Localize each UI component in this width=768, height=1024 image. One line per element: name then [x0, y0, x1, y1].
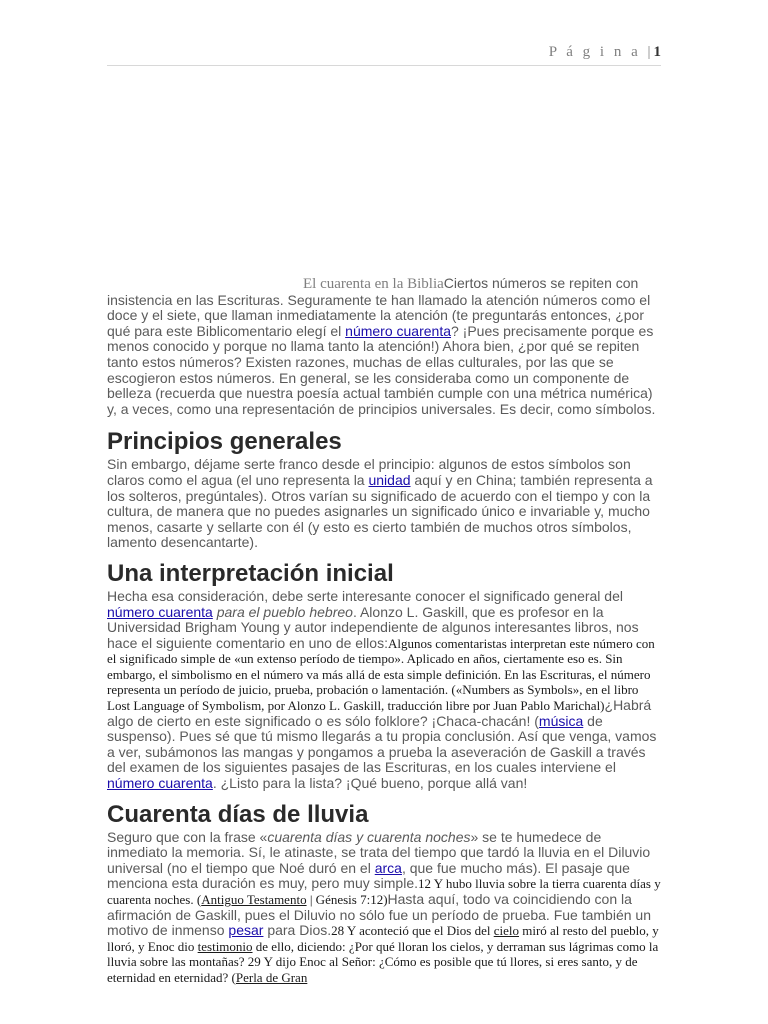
interp-text-4: de suspenso). Pues sé que tú mismo llegarás a tu propia conclusión. Así que venga, vamos a ver, subámonos las mangas y pongamos a prueba la aseveración de Gaskill a través del examen de los siguientes pasajes de las Escrituras, en los cuales interviene el [107, 712, 657, 776]
gaskill-quote: Algunos comentaristas interpretan este número con el significado simple de «un extenso período de tiempo». Aplicado en años, ciertamente eso es. Sin embargo, el simbolismo en el número va más allá de esta simple definición. En las Escrituras, el número representa un período de juicio, prueba, probación o lamentación. («Numbers as Symbols», en el libro Lost Language of Symbolism, por Alonzo L. Gaskill, traducción libre por Juan Pablo Marichal) [107, 635, 655, 714]
heading-principios-generales: Principios generales [107, 428, 342, 456]
heading-cuarenta-dias: Cuarenta días de lluvia [107, 800, 369, 828]
paragraph-interpretacion [107, 589, 663, 792]
interp-text-5: . ¿Listo para la lista? ¡Qué bueno, porque allá van! [212, 775, 528, 792]
interp-emphasis: para el pueblo hebreo [212, 603, 353, 620]
document-body [107, 276, 663, 986]
page-number: 1 [653, 44, 661, 60]
link-pesar[interactable]: pesar [228, 922, 264, 939]
intro-text-1: Ciertos números se repiten con insistencia en las Escrituras. Seguramente te han llamado la atención números como el doce y el siete, que llaman inmediatamente la atención (te preguntarás entonces, ¿por qué para este Biblicomentario elegí el [107, 275, 651, 339]
enoc-quote-2: miró al resto del pueblo, y lloró, y Enoc dio [107, 923, 659, 954]
interp-text-1: Hecha esa consideración, debe serte interesante conocer el significado general del [107, 587, 623, 604]
genesis-quote: 12 Y hubo lluvia sobre la tierra cuarenta días y cuarenta noches. ( [107, 876, 661, 907]
paragraph-principios [107, 457, 663, 551]
principios-text-1: Sin embargo, déjame serte franco desde el principio: algunos de estos símbolos son claros como el agua (el uno representa la [107, 456, 631, 488]
link-cielo[interactable]: cielo [493, 923, 519, 939]
genesis-reference: | Génesis 7:12) [306, 892, 388, 907]
principios-text-2: aquí y en China; también representa a los solteros, pregúntales). Otros varían su significado de acuerdo con el tiempo y con la cultura, de manera que no puedes asignarles un significado único e invariable y, mucho menos, casarte y sellarte con él (y esto es cierto también de muchos otros símbolos, lamento desencantarte). [107, 471, 653, 551]
link-perla-de-gran[interactable]: Perla de Gran [235, 969, 308, 985]
paragraph-lluvia [107, 830, 663, 986]
enoc-quote-1: 28 Y aconteció que el Dios del [331, 923, 494, 939]
link-arca[interactable]: arca [374, 859, 402, 876]
enoc-quote-3: de ello, diciendo: ¿Por qué lloran los cielos, y derraman sus lágrimas como la lluvia sobre las montañas? 29 Y dijo Enoc al Señor: ¿Cómo es posible que tú llores, si eres santo, y de eternidad en eternidad? ( [107, 938, 659, 985]
link-musica[interactable]: música [538, 712, 584, 729]
lluvia-text-5: para Dios. [263, 922, 332, 939]
intro-paragraph [107, 276, 663, 417]
lluvia-text-2: » se te humedece de inmediato la memoria. Sí, le atinaste, se trata del tiempo que tardó la lluvia en el Diluvio universal (no el tiempo que Noé duró en el [107, 828, 651, 876]
lluvia-text-1: Seguro que con la frase « [107, 828, 268, 845]
interp-text-3: ¿Habrá algo de cierto en este significado o es sólo folklore? ¡Chaca-chacán! ( [107, 697, 652, 729]
link-numero-cuarenta-2[interactable]: número cuarenta [107, 603, 213, 620]
heading-interpretacion-inicial: Una interpretación inicial [107, 559, 394, 587]
lluvia-emphasis: cuarenta días y cuarenta noches [267, 828, 471, 845]
interp-text-2: . Alonzo L. Gaskill, que es profesor en la Universidad Brigham Young y autor independiente de algunos interesantes libros, nos hace el siguiente comentario en uno de ellos: [107, 603, 639, 651]
page-label: P á g i n a | [548, 44, 654, 60]
link-numero-cuarenta[interactable]: número cuarenta [345, 322, 451, 339]
link-antiguo-testamento[interactable]: Antiguo Testamento [201, 892, 307, 907]
document-title: El cuarenta en la Biblia [303, 276, 444, 292]
lluvia-text-4: Hasta aquí, todo va coincidiendo con la afirmación de Gaskill, pues el Diluvio no sólo fue un período de prueba. Fue también un motivo de inmenso [107, 891, 651, 939]
lluvia-text-3: , que fue mucho más). El pasaje que menciona esta duración es muy, pero muy simple. [107, 859, 630, 892]
intro-text-2: ? ¡Pues precisamente porque es menos conocido y porque no llama tanto la atención!) Ahora bien, ¿por qué se repiten tanto estos números? Existen razones, muchas de ellas culturales, por las que se escogieron estos números. En general, se les consideraba como un componente de belleza (recuerda que nuestra poesía actual también cumple con una métrica numérica) y, a veces, como una representación de principios universales. Es decir, como símbolos. [107, 322, 656, 417]
link-unidad[interactable]: unidad [368, 471, 411, 488]
link-testimonio[interactable]: testimonio [197, 938, 253, 954]
link-numero-cuarenta-3[interactable]: número cuarenta [107, 775, 213, 792]
page-header [107, 44, 661, 66]
